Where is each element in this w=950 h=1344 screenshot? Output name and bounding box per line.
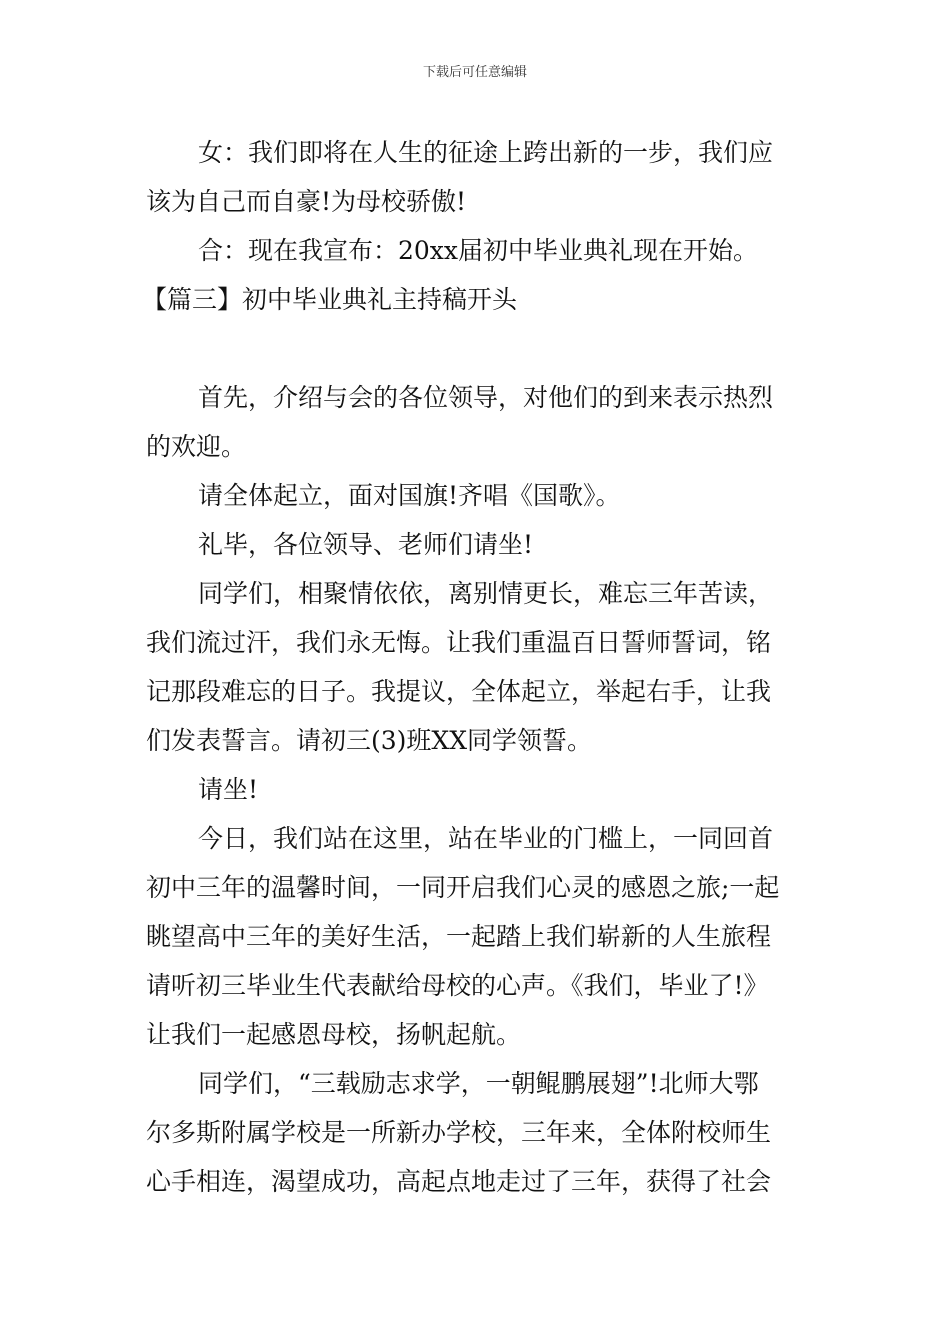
text-line: 礼毕，各位领导、老师们请坐! bbox=[198, 530, 534, 559]
text-line: 请听初三毕业生代表献给母校的心声。《我们，毕业了!》 bbox=[146, 971, 769, 1000]
text-line: 同学们，相聚情依依，离别情更长，难忘三年苦读， bbox=[198, 579, 774, 608]
text-line: 今日，我们站在这里，站在毕业的门槛上，一同回首 bbox=[198, 824, 774, 853]
text-line: 让我们一起感恩母校，扬帆起航。 bbox=[146, 1020, 522, 1049]
text-line: 合：现在我宣布：20xx届初中毕业典礼现在开始。 bbox=[198, 236, 759, 265]
text-line: 请坐! bbox=[198, 775, 259, 804]
text-line: 请全体起立，面对国旗!齐唱《国歌》。 bbox=[198, 481, 621, 510]
text-line: 该为自己而自豪!为母校骄傲! bbox=[146, 187, 467, 216]
text-line: 同学们，“三载励志求学，一朝鲲鹏展翅”!北师大鄂 bbox=[198, 1069, 759, 1098]
text-line: 尔多斯附属学校是一所新办学校，三年来，全体附校师生 bbox=[146, 1118, 772, 1147]
blank-line bbox=[146, 324, 808, 373]
text-line: 心手相连，渴望成功，高起点地走过了三年，获得了社会 bbox=[146, 1167, 772, 1196]
text-line: 们发表誓言。请初三(3)班XX同学领誓。 bbox=[146, 726, 593, 755]
text-line: 女：我们即将在人生的征途上跨出新的一步，我们应 bbox=[198, 138, 774, 167]
text-line: 首先，介绍与会的各位领导，对他们的到来表示热烈 bbox=[198, 383, 774, 412]
text-line: 我们流过汗，我们永无悔。让我们重温百日誓师誓词，铭 bbox=[146, 628, 772, 657]
document-body bbox=[142, 128, 808, 1206]
text-line: 初中三年的温馨时间，一同开启我们心灵的感恩之旅;一起 bbox=[146, 873, 780, 902]
text-line: 的欢迎。 bbox=[146, 432, 247, 461]
text-line: 记那段难忘的日子。我提议，全体起立，举起右手，让我 bbox=[146, 677, 772, 706]
section-heading: 【篇三】初中毕业典礼主持稿开头 bbox=[142, 285, 518, 314]
page-header: 下载后可任意编辑 bbox=[422, 65, 527, 80]
text-line: 眺望高中三年的美好生活，一起踏上我们崭新的人生旅程 bbox=[146, 922, 772, 951]
